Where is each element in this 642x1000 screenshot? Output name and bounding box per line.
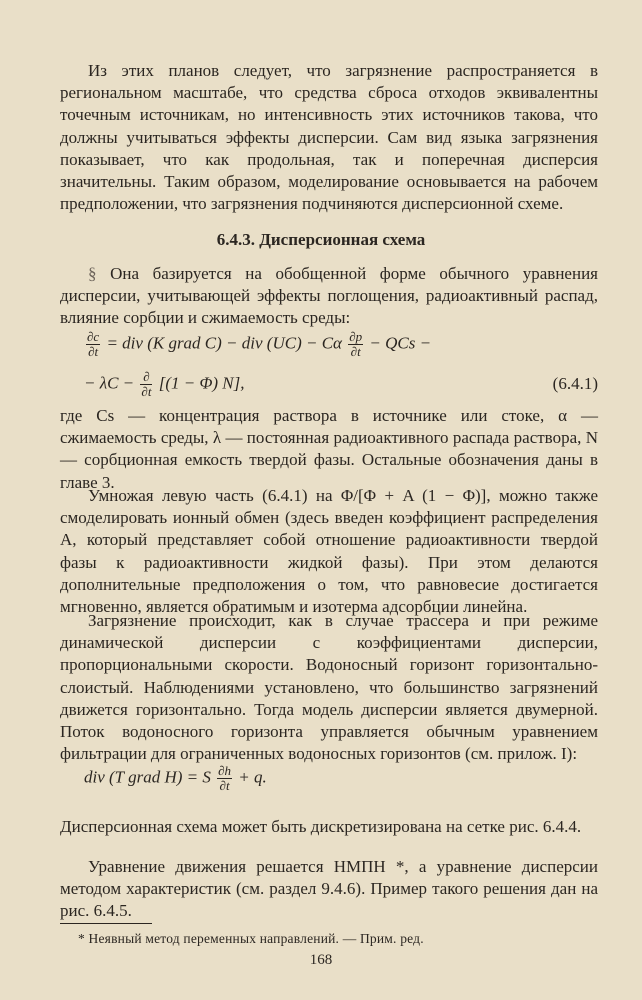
page-number: 168	[309, 952, 333, 968]
fraction-numerator: ∂h	[218, 763, 232, 778]
paragraph-discretize: Дисперсионная схема может быть дискретизирована на сетке рис. 6.4.4.	[60, 817, 582, 836]
fraction-d-dt	[140, 370, 152, 399]
equation-term: div (T grad H) = S	[84, 767, 211, 787]
fraction-denominator: ∂t	[141, 384, 152, 399]
paragraph-where: где Cs — концентрация раствора в источнике или стоке, α — сжимаемость среды, λ — постоянная радиоактивного распада раствора, N — сорбционная емкость твердой фазы. Остальные обозначения даны в главе 3.	[60, 406, 598, 492]
fraction-dh-dt	[217, 764, 232, 793]
equation-6-4-1-line2	[84, 370, 245, 399]
equation-term: − λC −	[84, 373, 135, 393]
equation-term: + q.	[238, 767, 267, 787]
section-mark: §	[88, 264, 97, 283]
paragraph-contamination: Загрязнение происходит, как в случае трассера и при режиме динамической дисперсии с коэффициентами дисперсии, пропорциональными скорости. Водоносный горизонт горизонтально-слоистый. Наблюдениями установлено, что большинство загрязнений движется горизонтально. Тогда модель дисперсии является двумерной. Поток водоносного горизонта управляется обычным уравнением фильтрации для ограниченных водоносных горизонтов (см. прилож. I):	[60, 611, 598, 764]
paragraph-intro: Из этих планов следует, что загрязнение распространяется в региональном масштабе, что средства сброса отходов эквивалентны точечным источникам, но интенсивность этих источников такова, что должны учитываться эффекты дисперсии. Сам вид языка загрязнения показывает, что как продольная, так и поперечная дисперсия значительны. Таким образом, моделирование основывается на рабочем предположении, что загрязнения подчиняются дисперсионной схеме.	[60, 61, 598, 214]
paragraph-solve: Уравнение движения решается НМПН *, а уравнение дисперсии методом характеристик (см. раздел 9.4.6). Пример такого решения дан на рис. 6.4.5.	[60, 857, 598, 921]
paragraph-multiply: Умножая левую часть (6.4.1) на Φ/[Φ + A (1 − Φ)], можно также смоделировать ионный обмен (здесь введен коэффициент распределения A, который представляет собой отношение радиоактивности твердой фазы к радиоактивности жидкой фазы). При этом делаются дополнительные предположения о том, что равновесие достигается мгновенно, является обратимым и изотерма адсорбции линейна.	[60, 486, 598, 617]
footnote-divider	[60, 923, 152, 924]
fraction-numerator: ∂c	[87, 329, 100, 344]
equation-term: = div (K grad C) − div (UC) − Cα	[106, 333, 342, 353]
equation-flow	[84, 764, 267, 793]
fraction-denominator: ∂t	[350, 344, 361, 359]
equation-6-4-1-line1	[84, 330, 431, 359]
fraction-numerator: ∂	[140, 370, 152, 385]
paragraph-basis-text: Она базируется на обобщенной форме обычного уравнения дисперсии, учитывающей эффекты поглощения, радиоактивный распад, влияние сорбции и сжимаемость среды:	[60, 264, 598, 328]
equation-term: − QCs −	[369, 333, 432, 353]
equation-term: [(1 − Φ) N],	[158, 373, 245, 393]
footnote: * Неявный метод переменных направлений. — Прим. ред.	[78, 931, 424, 946]
fraction-dc-dt	[86, 330, 100, 359]
fraction-numerator: ∂p	[349, 329, 363, 344]
fraction-denominator: ∂t	[88, 344, 99, 359]
paragraph-basis	[60, 263, 598, 330]
equation-number: (6.4.1)	[552, 374, 598, 393]
section-heading: 6.4.3. Дисперсионная схема	[216, 230, 426, 249]
fraction-denominator: ∂t	[219, 778, 230, 793]
fraction-dp-dt	[348, 330, 363, 359]
